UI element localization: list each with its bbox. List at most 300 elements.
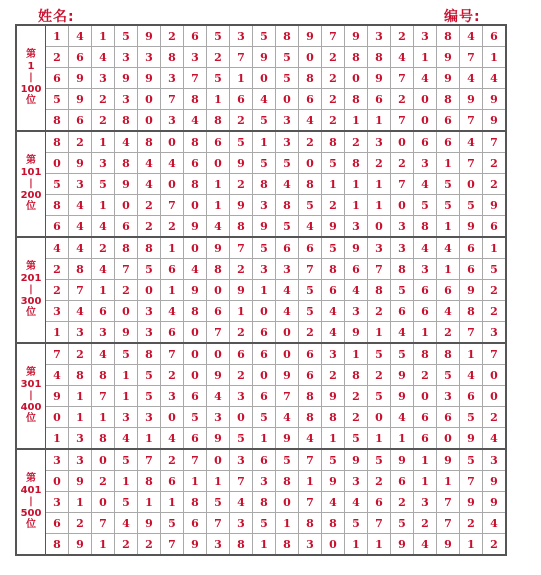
digit-cell: 2 bbox=[161, 365, 184, 386]
digit-cell: 9 bbox=[115, 322, 138, 344]
digit-cell: 9 bbox=[276, 365, 299, 386]
digit-cell: 2 bbox=[46, 280, 69, 301]
digit-cell: 2 bbox=[368, 153, 391, 174]
digit-cell: 0 bbox=[207, 449, 230, 471]
digit-cell: 3 bbox=[161, 386, 184, 407]
digit-cell: 1 bbox=[460, 343, 483, 365]
table-row bbox=[16, 280, 506, 301]
digit-cell: 5 bbox=[253, 110, 276, 132]
digit-cell: 4 bbox=[460, 68, 483, 89]
digit-cell: 6 bbox=[207, 131, 230, 153]
table-row bbox=[16, 237, 506, 259]
digit-cell: 9 bbox=[437, 68, 460, 89]
digit-cell: 2 bbox=[46, 259, 69, 280]
digit-cell: 7 bbox=[391, 68, 414, 89]
digit-cell: 9 bbox=[207, 428, 230, 450]
digit-cell: 8 bbox=[230, 534, 253, 556]
digit-cell: 9 bbox=[483, 110, 507, 132]
digit-cell: 5 bbox=[115, 492, 138, 513]
digit-cell: 0 bbox=[414, 386, 437, 407]
group-label-part: 101 bbox=[20, 166, 42, 178]
digit-cell: 4 bbox=[92, 216, 115, 238]
table-row bbox=[16, 195, 506, 216]
digit-cell: 1 bbox=[368, 322, 391, 344]
table-row bbox=[16, 47, 506, 68]
digit-cell: 7 bbox=[92, 386, 115, 407]
digit-cell: 3 bbox=[322, 343, 345, 365]
digit-cell: 5 bbox=[138, 386, 161, 407]
digit-cell: 4 bbox=[161, 428, 184, 450]
digit-cell: 2 bbox=[345, 131, 368, 153]
table-row bbox=[16, 386, 506, 407]
group-label-part: | bbox=[29, 178, 33, 190]
digit-cell: 9 bbox=[184, 216, 207, 238]
digit-cell: 4 bbox=[184, 110, 207, 132]
digit-cell: 0 bbox=[253, 301, 276, 322]
digit-cell: 3 bbox=[414, 492, 437, 513]
digit-cell: 4 bbox=[483, 513, 507, 534]
digit-cell: 1 bbox=[276, 513, 299, 534]
digit-cell: 2 bbox=[345, 386, 368, 407]
digit-cell: 3 bbox=[437, 386, 460, 407]
digit-cell: 4 bbox=[299, 110, 322, 132]
digit-cell: 9 bbox=[69, 153, 92, 174]
digit-cell: 1 bbox=[345, 174, 368, 195]
digit-cell: 1 bbox=[92, 25, 115, 47]
digit-cell: 0 bbox=[184, 365, 207, 386]
digit-cell: 0 bbox=[138, 280, 161, 301]
digit-cell: 8 bbox=[391, 259, 414, 280]
digit-cell: 9 bbox=[230, 153, 253, 174]
digit-cell: 8 bbox=[299, 407, 322, 428]
digit-cell: 2 bbox=[460, 513, 483, 534]
digit-cell: 8 bbox=[184, 89, 207, 110]
digit-cell: 3 bbox=[207, 534, 230, 556]
digit-cell: 3 bbox=[345, 471, 368, 492]
digit-cell: 9 bbox=[230, 280, 253, 301]
digit-cell: 1 bbox=[161, 280, 184, 301]
digit-cell: 2 bbox=[437, 322, 460, 344]
digit-cell: 7 bbox=[138, 449, 161, 471]
digit-cell: 4 bbox=[345, 492, 368, 513]
digit-cell: 9 bbox=[322, 471, 345, 492]
digit-cell: 8 bbox=[69, 259, 92, 280]
digit-cell: 0 bbox=[253, 365, 276, 386]
digit-cell: 1 bbox=[161, 492, 184, 513]
digit-cell: 0 bbox=[345, 68, 368, 89]
digit-cell: 1 bbox=[92, 131, 115, 153]
digit-cell: 3 bbox=[345, 301, 368, 322]
digit-cell: 9 bbox=[115, 174, 138, 195]
digit-cell: 4 bbox=[161, 153, 184, 174]
digit-cell: 1 bbox=[368, 195, 391, 216]
digit-cell: 6 bbox=[161, 471, 184, 492]
digit-cell: 5 bbox=[276, 68, 299, 89]
digit-cell: 7 bbox=[161, 195, 184, 216]
digit-cell: 0 bbox=[161, 407, 184, 428]
digit-cell: 9 bbox=[460, 89, 483, 110]
digit-cell: 9 bbox=[391, 449, 414, 471]
digit-cell: 1 bbox=[299, 471, 322, 492]
digit-cell: 0 bbox=[161, 131, 184, 153]
digit-cell: 9 bbox=[345, 322, 368, 344]
digit-cell: 4 bbox=[460, 365, 483, 386]
digit-cell: 1 bbox=[368, 110, 391, 132]
digit-cell: 1 bbox=[437, 216, 460, 238]
digit-cell: 1 bbox=[368, 534, 391, 556]
digit-cell: 5 bbox=[207, 25, 230, 47]
digit-cell: 2 bbox=[483, 174, 507, 195]
digit-cell: 8 bbox=[115, 153, 138, 174]
digit-cell: 9 bbox=[276, 428, 299, 450]
digit-cell: 1 bbox=[92, 534, 115, 556]
digit-cell: 1 bbox=[46, 428, 69, 450]
digit-cell: 8 bbox=[138, 237, 161, 259]
digit-cell: 5 bbox=[253, 25, 276, 47]
group-label-part: 500 bbox=[20, 507, 42, 519]
digit-cell: 0 bbox=[299, 153, 322, 174]
digit-cell: 3 bbox=[391, 216, 414, 238]
digit-cell: 7 bbox=[391, 174, 414, 195]
digit-cell: 4 bbox=[69, 195, 92, 216]
digit-cell: 3 bbox=[138, 407, 161, 428]
digit-cell: 4 bbox=[414, 237, 437, 259]
digit-cell: 3 bbox=[368, 131, 391, 153]
digit-cell: 6 bbox=[184, 428, 207, 450]
digit-cell: 6 bbox=[69, 47, 92, 68]
digit-cell: 6 bbox=[414, 428, 437, 450]
digit-cell: 6 bbox=[299, 343, 322, 365]
digit-cell: 2 bbox=[391, 25, 414, 47]
digit-cell: 4 bbox=[483, 428, 507, 450]
digit-cell: 5 bbox=[276, 449, 299, 471]
digit-cell: 4 bbox=[115, 131, 138, 153]
digit-cell: 8 bbox=[253, 174, 276, 195]
group-label bbox=[16, 237, 46, 343]
digit-cell: 2 bbox=[69, 131, 92, 153]
digit-cell: 1 bbox=[345, 534, 368, 556]
digit-cell: 9 bbox=[345, 25, 368, 47]
digit-cell: 8 bbox=[437, 343, 460, 365]
digit-cell: 1 bbox=[69, 492, 92, 513]
name-label: 姓名: bbox=[38, 9, 75, 25]
digit-cell: 6 bbox=[368, 89, 391, 110]
digit-cell: 1 bbox=[161, 237, 184, 259]
digit-cell: 6 bbox=[391, 471, 414, 492]
digit-cell: 2 bbox=[230, 322, 253, 344]
digit-cell: 3 bbox=[414, 153, 437, 174]
digit-cell: 5 bbox=[299, 280, 322, 301]
group-label-part: | bbox=[29, 496, 33, 508]
digit-cell: 2 bbox=[69, 513, 92, 534]
digit-cell: 7 bbox=[161, 89, 184, 110]
table-row bbox=[16, 301, 506, 322]
digit-cell: 2 bbox=[92, 237, 115, 259]
digit-cell: 0 bbox=[299, 47, 322, 68]
digit-cell: 4 bbox=[69, 25, 92, 47]
digit-cell: 5 bbox=[437, 195, 460, 216]
digit-cell: 3 bbox=[414, 25, 437, 47]
digit-cell: 0 bbox=[184, 322, 207, 344]
digit-cell: 9 bbox=[322, 216, 345, 238]
digit-cell: 5 bbox=[391, 513, 414, 534]
digit-cell: 3 bbox=[253, 471, 276, 492]
digit-cell: 2 bbox=[138, 534, 161, 556]
digit-cell: 2 bbox=[414, 513, 437, 534]
digit-cell: 6 bbox=[299, 237, 322, 259]
digit-cell: 7 bbox=[115, 259, 138, 280]
digit-cell: 0 bbox=[276, 89, 299, 110]
digit-cell: 9 bbox=[69, 534, 92, 556]
digit-cell: 4 bbox=[414, 534, 437, 556]
digit-cell: 8 bbox=[322, 513, 345, 534]
digit-cell: 8 bbox=[184, 301, 207, 322]
digit-cell: 8 bbox=[322, 259, 345, 280]
digit-cell: 1 bbox=[46, 25, 69, 47]
digit-cell: 9 bbox=[391, 365, 414, 386]
digit-cell: 8 bbox=[276, 25, 299, 47]
digit-cell: 0 bbox=[161, 174, 184, 195]
group-label-part: 401 bbox=[20, 484, 42, 496]
digit-cell: 2 bbox=[299, 322, 322, 344]
digit-cell: 5 bbox=[368, 449, 391, 471]
digit-cell: 9 bbox=[184, 280, 207, 301]
digit-cell: 9 bbox=[437, 47, 460, 68]
digit-cell: 0 bbox=[253, 68, 276, 89]
digit-cell: 0 bbox=[184, 343, 207, 365]
digit-cell: 2 bbox=[207, 47, 230, 68]
digit-cell: 7 bbox=[368, 259, 391, 280]
digit-cell: 2 bbox=[161, 449, 184, 471]
digit-cell: 0 bbox=[368, 407, 391, 428]
digit-cell: 0 bbox=[414, 110, 437, 132]
digit-cell: 4 bbox=[391, 322, 414, 344]
digit-cell: 0 bbox=[92, 449, 115, 471]
digit-cell: 9 bbox=[138, 68, 161, 89]
digit-cell: 5 bbox=[276, 47, 299, 68]
digit-cell: 6 bbox=[276, 237, 299, 259]
digit-cell: 1 bbox=[69, 386, 92, 407]
digit-cell: 5 bbox=[460, 449, 483, 471]
digit-cell: 0 bbox=[276, 492, 299, 513]
digit-cell: 7 bbox=[207, 322, 230, 344]
group-label-part: 300 bbox=[20, 295, 42, 307]
group-label-part: 位 bbox=[26, 413, 36, 425]
digit-cell: 6 bbox=[184, 513, 207, 534]
digit-cell: 5 bbox=[322, 449, 345, 471]
digit-cell: 2 bbox=[138, 216, 161, 238]
digit-cell: 8 bbox=[46, 195, 69, 216]
digit-cell: 0 bbox=[230, 407, 253, 428]
digit-cell: 8 bbox=[322, 407, 345, 428]
digit-cell: 5 bbox=[437, 365, 460, 386]
digit-cell: 8 bbox=[207, 259, 230, 280]
digit-cell: 5 bbox=[253, 513, 276, 534]
digit-cell: 8 bbox=[414, 216, 437, 238]
digit-cell: 6 bbox=[184, 25, 207, 47]
digit-cell: 2 bbox=[138, 195, 161, 216]
digit-cell: 3 bbox=[161, 68, 184, 89]
digit-cell: 8 bbox=[138, 131, 161, 153]
digit-cell: 1 bbox=[230, 301, 253, 322]
digit-cell: 6 bbox=[322, 280, 345, 301]
digit-cell: 5 bbox=[437, 174, 460, 195]
table-row bbox=[16, 513, 506, 534]
group-label-part: 位 bbox=[26, 519, 36, 531]
digit-cell: 4 bbox=[207, 216, 230, 238]
digit-cell: 3 bbox=[276, 131, 299, 153]
digit-cell: 6 bbox=[253, 322, 276, 344]
digit-cell: 7 bbox=[207, 513, 230, 534]
digit-cell: 1 bbox=[391, 428, 414, 450]
digit-cell: 2 bbox=[414, 365, 437, 386]
group-label bbox=[16, 25, 46, 131]
digit-cell: 4 bbox=[230, 492, 253, 513]
digit-cell: 6 bbox=[230, 89, 253, 110]
digit-cell: 0 bbox=[391, 195, 414, 216]
digit-cell: 3 bbox=[115, 47, 138, 68]
digit-cell: 8 bbox=[437, 89, 460, 110]
digit-cell: 2 bbox=[391, 153, 414, 174]
digit-cell: 7 bbox=[230, 471, 253, 492]
digit-cell: 1 bbox=[368, 174, 391, 195]
digit-cell: 5 bbox=[138, 259, 161, 280]
group-label-part: 第 bbox=[26, 473, 36, 485]
digit-cell: 5 bbox=[391, 280, 414, 301]
digit-cell: 7 bbox=[184, 449, 207, 471]
digit-cell: 9 bbox=[483, 492, 507, 513]
digit-cell: 4 bbox=[322, 301, 345, 322]
digit-cell: 5 bbox=[230, 428, 253, 450]
digit-cell: 8 bbox=[115, 237, 138, 259]
digit-cell: 1 bbox=[92, 280, 115, 301]
digit-cell: 7 bbox=[161, 343, 184, 365]
table-row bbox=[16, 153, 506, 174]
table-row bbox=[16, 89, 506, 110]
digit-cell: 3 bbox=[69, 428, 92, 450]
digit-cell: 7 bbox=[69, 280, 92, 301]
digit-cell: 6 bbox=[414, 131, 437, 153]
digit-cell: 0 bbox=[184, 237, 207, 259]
digit-cell: 5 bbox=[322, 237, 345, 259]
digit-cell: 6 bbox=[161, 259, 184, 280]
table-row bbox=[16, 110, 506, 132]
digit-cell: 6 bbox=[368, 492, 391, 513]
digit-cell: 0 bbox=[115, 195, 138, 216]
digit-cell: 5 bbox=[253, 237, 276, 259]
digit-cell: 1 bbox=[207, 195, 230, 216]
digit-cell: 6 bbox=[299, 89, 322, 110]
group-label-part: 第 bbox=[26, 261, 36, 273]
digit-cell: 2 bbox=[483, 407, 507, 428]
digit-cell: 9 bbox=[460, 492, 483, 513]
digit-cell: 0 bbox=[138, 110, 161, 132]
digit-cell: 8 bbox=[184, 492, 207, 513]
digit-cell: 4 bbox=[138, 153, 161, 174]
digit-cell: 9 bbox=[460, 280, 483, 301]
digit-cell: 7 bbox=[460, 110, 483, 132]
digit-cell: 9 bbox=[483, 471, 507, 492]
digit-cell: 2 bbox=[322, 89, 345, 110]
group-label-part: 400 bbox=[20, 401, 42, 413]
digit-cell: 7 bbox=[161, 534, 184, 556]
digit-cell: 1 bbox=[230, 68, 253, 89]
digit-cell: 3 bbox=[230, 386, 253, 407]
table-row bbox=[16, 174, 506, 195]
digit-cell: 6 bbox=[184, 386, 207, 407]
digit-cell: 8 bbox=[345, 89, 368, 110]
digit-cell: 5 bbox=[345, 428, 368, 450]
digit-cell: 2 bbox=[161, 25, 184, 47]
digit-cell: 6 bbox=[460, 237, 483, 259]
digit-cell: 2 bbox=[230, 259, 253, 280]
group-label-part: | bbox=[29, 284, 33, 296]
table-row bbox=[16, 259, 506, 280]
digit-cell: 3 bbox=[230, 449, 253, 471]
digit-cell: 8 bbox=[184, 174, 207, 195]
digit-cell: 8 bbox=[92, 428, 115, 450]
digit-cell: 4 bbox=[276, 407, 299, 428]
digit-cell: 2 bbox=[299, 131, 322, 153]
digit-cell: 9 bbox=[253, 216, 276, 238]
digit-cell: 9 bbox=[368, 68, 391, 89]
digit-cell: 4 bbox=[299, 428, 322, 450]
digit-cell: 3 bbox=[184, 47, 207, 68]
digit-cell: 6 bbox=[437, 407, 460, 428]
digit-cell: 1 bbox=[322, 174, 345, 195]
digit-cell: 8 bbox=[276, 534, 299, 556]
digit-cell: 6 bbox=[69, 110, 92, 132]
table-row bbox=[16, 471, 506, 492]
digit-cell: 0 bbox=[276, 343, 299, 365]
digit-cell: 1 bbox=[345, 195, 368, 216]
group-label bbox=[16, 343, 46, 449]
digit-cell: 6 bbox=[391, 301, 414, 322]
digit-cell: 4 bbox=[92, 343, 115, 365]
number-label: 编号: bbox=[444, 9, 481, 25]
digit-cell: 3 bbox=[483, 322, 507, 344]
digit-cell: 0 bbox=[138, 89, 161, 110]
digit-cell: 9 bbox=[207, 365, 230, 386]
digit-cell: 1 bbox=[437, 471, 460, 492]
digit-cell: 5 bbox=[299, 195, 322, 216]
digit-cell: 1 bbox=[207, 471, 230, 492]
digit-cell: 9 bbox=[46, 386, 69, 407]
digit-cell: 3 bbox=[368, 25, 391, 47]
digit-cell: 3 bbox=[69, 322, 92, 344]
digit-cell: 5 bbox=[161, 513, 184, 534]
digit-cell: 1 bbox=[414, 471, 437, 492]
digit-cell: 3 bbox=[391, 237, 414, 259]
digit-cell: 4 bbox=[46, 237, 69, 259]
digit-cell: 7 bbox=[92, 513, 115, 534]
digit-cell: 8 bbox=[299, 68, 322, 89]
digit-cell: 0 bbox=[483, 386, 507, 407]
digit-cell: 7 bbox=[437, 513, 460, 534]
digit-cell: 4 bbox=[69, 216, 92, 238]
digit-cell: 2 bbox=[368, 471, 391, 492]
table-row bbox=[16, 25, 506, 47]
digit-cell: 7 bbox=[460, 47, 483, 68]
group-label-part: 301 bbox=[20, 378, 42, 390]
digit-cell: 1 bbox=[115, 386, 138, 407]
digit-cell: 0 bbox=[207, 153, 230, 174]
digit-cell: 9 bbox=[138, 25, 161, 47]
digit-cell: 8 bbox=[92, 365, 115, 386]
digit-cell: 5 bbox=[253, 407, 276, 428]
digit-cell: 0 bbox=[92, 492, 115, 513]
digit-cell: 3 bbox=[92, 68, 115, 89]
